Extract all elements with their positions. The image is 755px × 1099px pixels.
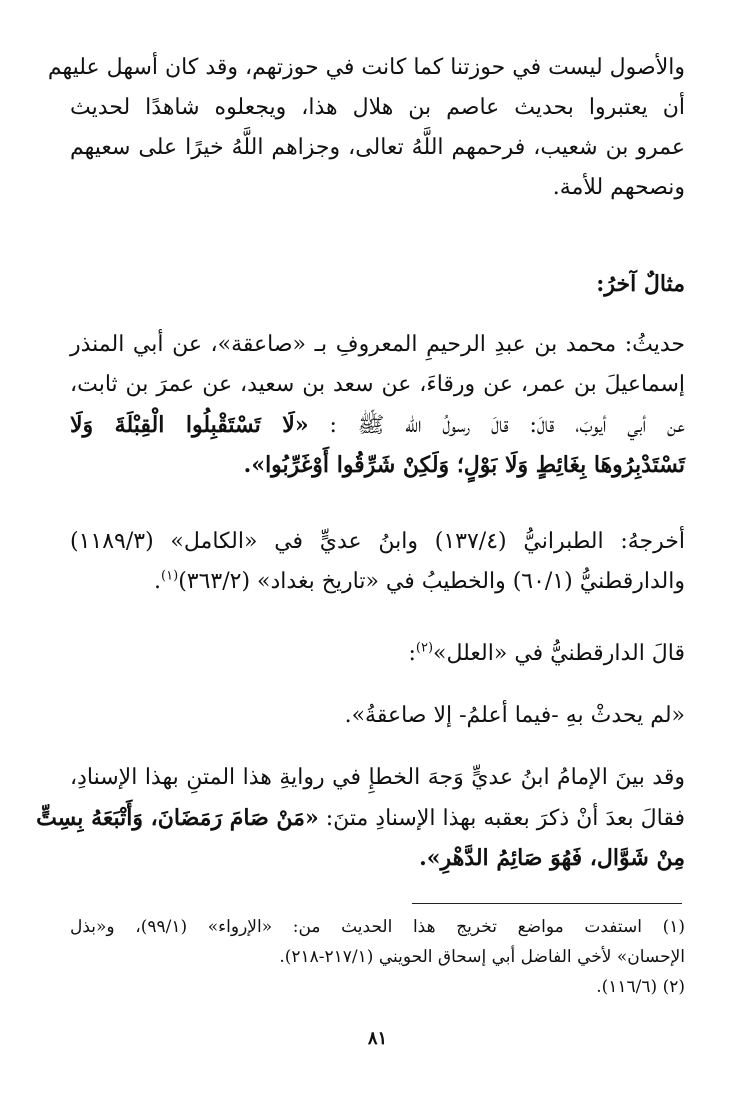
period: .	[154, 569, 162, 594]
text-line: ونصحهم للأمة.	[552, 175, 685, 200]
hadith-text: «لَا تَسْتَقْبِلُوا الْقِبْلَةَ وَلَا	[70, 412, 309, 438]
paragraph-5	[36, 758, 685, 878]
quote-text: «لم يحدثْ بهِ -فيما أعلمُ- إلا صاعقةُ».	[344, 703, 685, 728]
heading-text: مثالٌ آخرُ:	[596, 271, 685, 297]
hadith-text: مِنْ شَوَّال، فَهُوَ صَائِمُ الدَّهْرِ».	[419, 845, 685, 871]
text-line: إسماعيلَ بن عمر، عن ورقاءَ، عن سعد بن سعيد، عن عمرَ بن ثابت،	[70, 372, 685, 397]
footnote-ref: (١)	[161, 568, 179, 584]
text-line: وقد بينَ الإمامُ ابنُ عديٍّ وَجهَ الخطإِ في روايةِ هذا المتنِ بهذا الإسنادِ،	[70, 765, 685, 790]
paragraph-3	[70, 522, 685, 602]
text-line	[70, 634, 685, 674]
text-segment: عن أبي أيوبَ، قالَ: قالَ رسولُ الله ﷺ :	[329, 413, 685, 438]
colon: :	[408, 641, 416, 666]
text-segment: فقالَ بعدَ أنْ ذكرَ بعقبه بهذا الإسنادِ متنَ:	[325, 806, 685, 831]
section-heading	[70, 264, 685, 304]
text-segment: والدارقطنيُّ (٦٠/١) والخطيبُ في «تاريخ بغداد» (٣٦٣/٢)	[178, 569, 685, 594]
footnote-line: (٢) (١١٦/٦).	[596, 977, 685, 997]
text-line: حديثُ: محمد بن عبدِ الرحيمِ المعروفِ بـ «صاعقة»، عن أبي المنذر	[70, 332, 685, 357]
text-line: أن يعتبروا بحديث عاصم بن هلال هذا، ويجعلوه شاهدًا لحديث	[70, 95, 685, 120]
text-line	[70, 562, 685, 602]
footnotes	[70, 912, 685, 1002]
footnote-ref: (٢)	[415, 640, 434, 656]
paragraph-1	[47, 48, 686, 208]
text-line	[36, 798, 685, 838]
footnote-divider	[412, 903, 682, 904]
text-line	[70, 405, 685, 445]
paragraph-4	[70, 634, 685, 674]
page-number: ٨١	[367, 1028, 388, 1049]
text-line: أخرجهُ: الطبرانيُّ (١٣٧/٤) وابنُ عديٍّ في «الكامل» (١١٨٩/٣)	[70, 529, 685, 554]
quote-paragraph	[70, 696, 685, 736]
hadith-text: تَسْتَدْبِرُوهَا بِغَائِطٍ وَلَا بَوْلٍ؛ وَلَكِنْ شَرِّقُوا أَوْغَرِّبُوا».	[243, 452, 685, 478]
text-line: والأصول ليست في حوزتنا كما كانت في حوزتهم، وقد كان أسهل عليهم	[47, 55, 685, 80]
text-segment: قالَ الدارقطنيُّ في «العلل»	[433, 641, 685, 666]
hadith-text: «مَنْ صَامَ رَمَضَانَ، وَأَتْبَعَهُ بِسِتٍّ	[36, 805, 319, 831]
paragraph-2	[70, 325, 685, 485]
text-line: عمرو بن شعيب، فرحمهم اللَّهُ تعالى، وجزاهم اللَّهُ خيرًا على سعيهم	[70, 135, 686, 160]
footnote-line: (١) استفدت مواضع تخريج هذا الحديث من: «الإرواء» (٩٩/١)، و«بذل	[70, 917, 685, 937]
footnote-line: الإحسان» لأخي الفاضل أبي إسحاق الحويني (٢١٧/١-٢١٨).	[279, 947, 685, 967]
